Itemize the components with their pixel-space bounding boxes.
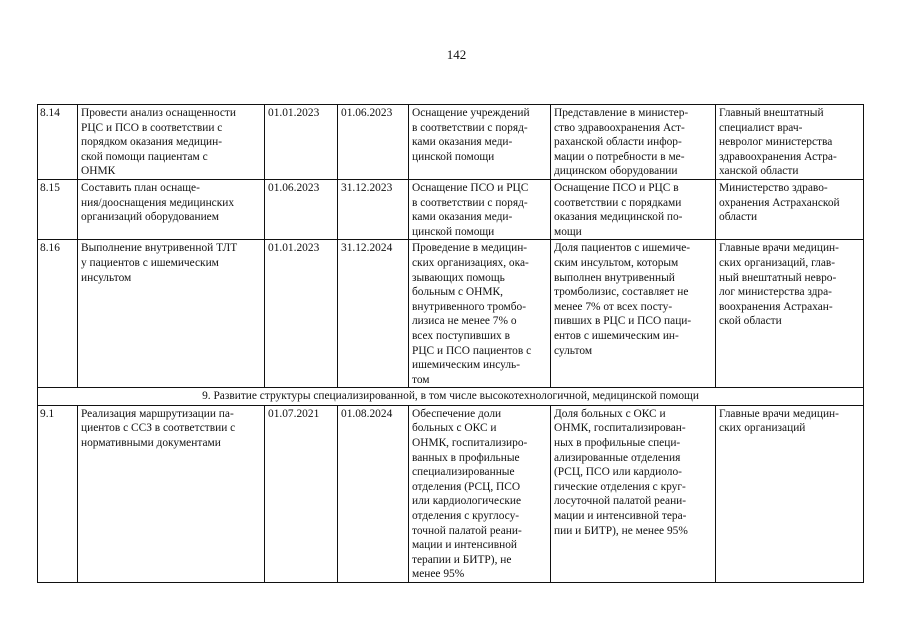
- end-date-cell: 01.06.2023: [338, 105, 409, 180]
- cell-text-line: больным с ОНМК,: [412, 286, 503, 299]
- cell-text-line: точной палатой реани-: [412, 524, 522, 537]
- cell-text-line: ской области: [719, 315, 782, 328]
- cell-text-line: Оснащение учреждений: [412, 107, 530, 119]
- cell-text-line: выполнен внутривенный: [554, 271, 675, 284]
- cell-text-line: том: [412, 373, 430, 386]
- cell-text-line: дицинском оборудовании: [554, 165, 678, 178]
- cell-text-line: всех поступивших в: [412, 329, 510, 342]
- cell-text-line: Обеспечение доли: [412, 407, 502, 420]
- indicator-cell: [551, 179, 716, 239]
- task-cell: [78, 240, 265, 388]
- cell-text-line: пии и БИТР), не менее 95%: [554, 524, 688, 537]
- table-row: [38, 105, 864, 180]
- cell-text-line: ентов с ишемическим ин-: [554, 329, 679, 342]
- cell-text-line: Доля пациентов с ишемиче-: [554, 242, 691, 255]
- cell-text-line: зывающих помощь: [412, 271, 505, 284]
- cell-text-line: инсультом: [81, 271, 132, 284]
- cell-text-line: внутривенного тромбо-: [412, 300, 527, 313]
- cell-text-line: Представление в министер-: [554, 107, 689, 119]
- cell-text-line: лизиса не менее 7% о: [412, 315, 517, 328]
- cell-text-line: терапии и БИТР), не: [412, 553, 512, 566]
- cell-text-line: лог министерства здра-: [719, 286, 832, 299]
- row-number: 8.16: [38, 240, 78, 388]
- cell-text-line: отделения с круглосу-: [412, 510, 520, 523]
- cell-text-line: больных с ОКС и: [412, 422, 497, 435]
- cell-text-line: ный внештатный невро-: [719, 271, 837, 284]
- action-plan-table: [37, 104, 864, 583]
- cell-text-line: или кардиологические: [412, 495, 522, 508]
- result-cell: [409, 240, 551, 388]
- start-date-cell: 01.01.2023: [265, 105, 338, 180]
- cell-text-line: ками оказания меди-: [412, 211, 513, 224]
- table-body-section-header: [38, 388, 864, 406]
- cell-text-line: ОНМК, госпитализиро-: [412, 437, 528, 450]
- cell-text-line: Реализация маршрутизации па-: [81, 407, 234, 420]
- responsible-cell: [716, 179, 864, 239]
- cell-text-line: в соответствии с поряд-: [412, 196, 528, 209]
- cell-text-line: Оснащение ПСО и РЦС: [412, 181, 529, 194]
- cell-text-line: ских организациях, ока-: [412, 256, 529, 269]
- row-number: 8.14: [38, 105, 78, 180]
- cell-text-line: раханской области инфор-: [554, 136, 682, 149]
- cell-text-line: менее 7% от всех посту-: [554, 300, 673, 313]
- cell-text-line: (РСЦ, ПСО или кардиоло-: [554, 466, 682, 479]
- cell-text-line: Главные врачи медицин-: [719, 407, 839, 420]
- table-body-section-9: [38, 405, 864, 582]
- cell-text-line: ской помощи пациентам с: [81, 150, 208, 163]
- cell-text-line: ОНМК: [81, 165, 116, 178]
- cell-text-line: мации и интенсивной тера-: [554, 510, 687, 523]
- cell-text-line: мации и интенсивной: [412, 539, 518, 552]
- section-heading: 9. Развитие структуры специализированной, в том числе высокотехнологичной, медицинской помощи: [38, 388, 864, 406]
- table-row: [38, 240, 864, 388]
- indicator-cell: [551, 105, 716, 180]
- cell-text-line: ишемическим инсуль-: [412, 359, 520, 372]
- table-row: [38, 405, 864, 582]
- table-row: [38, 179, 864, 239]
- cell-text-line: Главные врачи медицин-: [719, 242, 839, 255]
- cell-text-line: Провести анализ оснащенности: [81, 107, 236, 119]
- task-cell: [78, 405, 265, 582]
- task-cell: [78, 179, 265, 239]
- cell-text-line: Выполнение внутривенной ТЛТ: [81, 242, 238, 255]
- cell-text-line: Доля больных с ОКС и: [554, 407, 666, 420]
- cell-text-line: организаций оборудованием: [81, 211, 219, 224]
- cell-text-line: невролог министерства: [719, 136, 833, 149]
- cell-text-line: циентов с ССЗ в соответствии с: [81, 422, 236, 435]
- cell-text-line: в соответствии с поряд-: [412, 121, 528, 134]
- row-number: 9.1: [38, 405, 78, 582]
- cell-text-line: Составить план оснаще-: [81, 181, 200, 194]
- cell-text-line: отделения (РСЦ, ПСО: [412, 480, 521, 493]
- cell-text-line: ками оказания меди-: [412, 136, 513, 149]
- cell-text-line: РЦС и ПСО в соответствии с: [81, 121, 223, 134]
- cell-text-line: цинской помощи: [412, 150, 495, 163]
- cell-text-line: менее 95%: [412, 568, 465, 581]
- cell-text-line: лосуточной палатой реани-: [554, 495, 687, 508]
- section-heading-row: [38, 388, 864, 406]
- result-cell: [409, 179, 551, 239]
- end-date-cell: 31.12.2023: [338, 179, 409, 239]
- cell-text-line: воохранения Астрахан-: [719, 300, 833, 313]
- cell-text-line: ским инсультом, которым: [554, 256, 679, 269]
- cell-text-line: мощи: [554, 225, 582, 238]
- start-date-cell: 01.06.2023: [265, 179, 338, 239]
- cell-text-line: гические отделения с круг-: [554, 480, 686, 493]
- indicator-cell: [551, 405, 716, 582]
- cell-text-line: Проведение в медицин-: [412, 242, 528, 255]
- responsible-cell: [716, 105, 864, 180]
- cell-text-line: порядком оказания медицин-: [81, 136, 223, 149]
- cell-text-line: мации о потребности в ме-: [554, 150, 685, 163]
- result-cell: [409, 405, 551, 582]
- cell-text-line: Министерство здраво-: [719, 181, 828, 194]
- cell-text-line: ализированные отделения: [554, 451, 681, 464]
- start-date-cell: 01.07.2021: [265, 405, 338, 582]
- cell-text-line: ных в профильные специ-: [554, 437, 681, 450]
- start-date-cell: 01.01.2023: [265, 240, 338, 388]
- table-body-section-8: [38, 105, 864, 388]
- cell-text-line: ОНМК, госпитализирован-: [554, 422, 686, 435]
- cell-text-line: специалист врач-: [719, 121, 803, 134]
- cell-text-line: ство здравоохранения Аст-: [554, 121, 685, 134]
- cell-text-line: Оснащение ПСО и РЦС в: [554, 181, 679, 194]
- indicator-cell: [551, 240, 716, 388]
- end-date-cell: 01.08.2024: [338, 405, 409, 582]
- result-cell: [409, 105, 551, 180]
- cell-text-line: РЦС и ПСО пациентов с: [412, 344, 532, 357]
- end-date-cell: 31.12.2024: [338, 240, 409, 388]
- cell-text-line: пивших в РЦС и ПСО паци-: [554, 315, 692, 328]
- cell-text-line: ханской области: [719, 165, 799, 178]
- cell-text-line: цинской помощи: [412, 225, 495, 238]
- cell-text-line: сультом: [554, 344, 593, 357]
- cell-text-line: охранения Астраханской: [719, 196, 840, 209]
- cell-text-line: области: [719, 211, 758, 224]
- responsible-cell: [716, 240, 864, 388]
- cell-text-line: ванных в профильные: [412, 451, 520, 464]
- cell-text-line: ния/дооснащения медицинских: [81, 196, 235, 209]
- task-cell: [78, 105, 265, 180]
- cell-text-line: Главный внештатный: [719, 107, 824, 119]
- cell-text-line: ских организаций, глав-: [719, 256, 836, 269]
- row-number: 8.15: [38, 179, 78, 239]
- cell-text-line: нормативными документами: [81, 437, 221, 450]
- cell-text-line: у пациентов с ишемическим: [81, 256, 219, 269]
- cell-text-line: специализированные: [412, 466, 515, 479]
- page-number: 142: [446, 47, 467, 62]
- cell-text-line: соответствии с порядками: [554, 196, 682, 209]
- cell-text-line: здравоохранения Астра-: [719, 150, 837, 163]
- cell-text-line: ских организаций: [719, 422, 806, 435]
- responsible-cell: [716, 405, 864, 582]
- cell-text-line: оказания медицинской по-: [554, 211, 683, 224]
- cell-text-line: тромболизис, составляет не: [554, 286, 689, 299]
